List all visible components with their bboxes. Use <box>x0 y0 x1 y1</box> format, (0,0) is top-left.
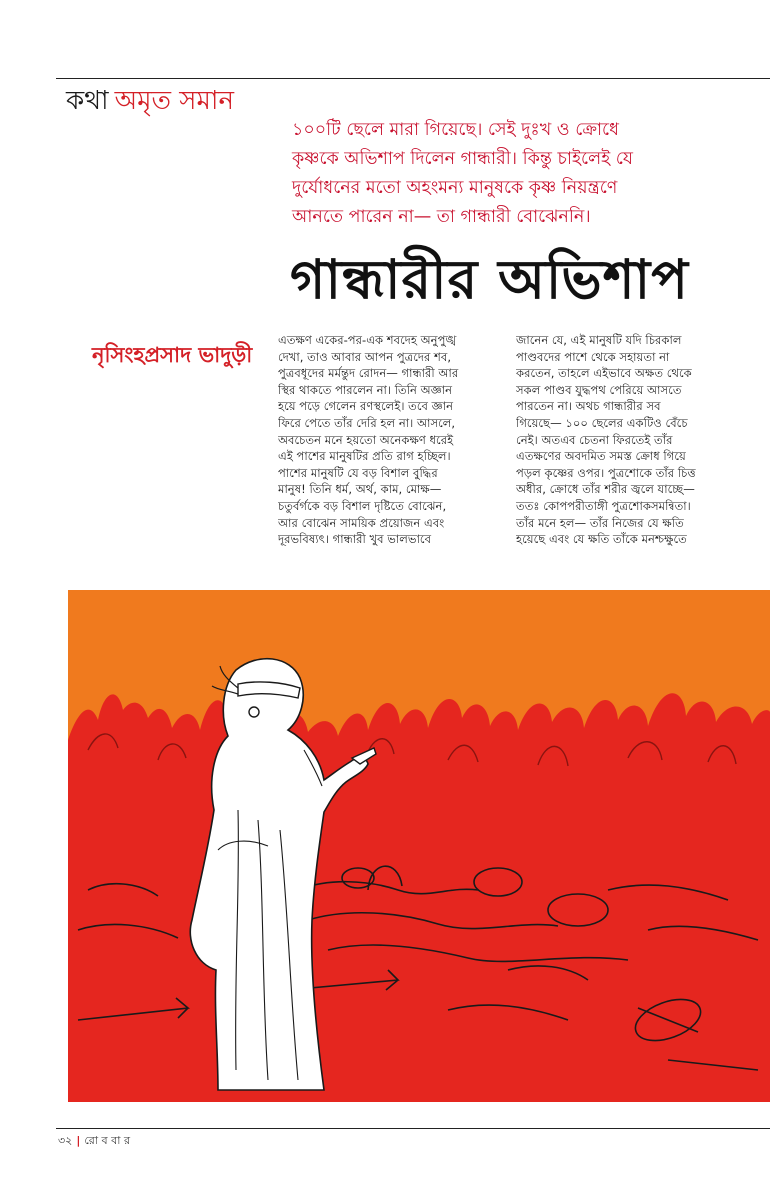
body-line: সকল পাণ্ডব যুদ্ধপথ পেরিয়ে আসতে <box>516 382 682 397</box>
section-label-dark: কথা <box>66 86 109 116</box>
body-line: জানেন যে, এই মানুষটি যদি চিরকাল <box>516 333 682 347</box>
standfirst-line: কৃষ্ণকে অভিশাপ দিলেন গান্ধারী। কিন্তু চাইলেই যে <box>292 149 633 169</box>
body-line: পারতেন না। অথচ গান্ধারীর সব <box>516 399 661 414</box>
fire-flames <box>68 693 770 1102</box>
body-column-1 <box>278 332 500 548</box>
top-rule <box>56 78 770 79</box>
body-line: মানুষ! তিনি ধর্ম, অর্থ, কাম, মোক্ষ— <box>278 482 442 497</box>
body-line: হয়েছে এবং যে ক্ষতি তাঁকে মনশ্চক্ষুতে <box>516 532 687 547</box>
body-line: ততঃ কোপপরীতাঙ্গী পুত্রশোকসমন্বিতা। <box>516 498 691 513</box>
standfirst-line: ১০০টি ছেলে মারা গিয়েছে। সেই দুঃখ ও ক্রোধে <box>292 120 619 140</box>
body-line: নেই। অতএব চেতনা ফিরতেই তাঁর <box>516 432 673 447</box>
body-line: তাঁর মনে হল— তাঁর নিজের যে ক্ষতি <box>516 515 684 530</box>
standfirst <box>292 116 692 232</box>
body-line: স্থির থাকতে পারলেন না। তিনি অজ্ঞান <box>278 382 453 397</box>
section-heading <box>66 84 234 118</box>
author-byline: নৃসিংহপ্রসাদ ভাদুড়ী <box>92 343 253 367</box>
body-line: গিয়েছে— ১০০ ছেলের একটিও বেঁচে <box>516 415 688 430</box>
standfirst-line: আনতে পারেন না— তা গান্ধারী বোঝেননি। <box>292 207 591 227</box>
folio-separator: | <box>76 1134 81 1147</box>
body-line: এতক্ষণের অবদমিত সমস্ত ক্রোধ গিয়ে <box>516 449 686 464</box>
body-line: দূরভবিষ্যৎ। গান্ধারী খুব ভালভাবে <box>278 532 432 547</box>
body-line: অবচেতন মনে হয়তো অনেকক্ষণ ধরেই <box>278 432 454 447</box>
body-line: আর বোঝেন সাময়িক প্রয়োজন এবং <box>278 515 445 530</box>
bottom-rule <box>56 1128 770 1129</box>
page-number: ৩২ <box>58 1134 73 1147</box>
body-line: পুত্রবধূদের মর্মন্তুদ রোদন— গান্ধারী আর <box>278 366 459 381</box>
standfirst-line: দুর্যোধনের মতো অহংমন্য মানুষকে কৃষ্ণ নিয়ন্ত্রণে <box>292 178 618 198</box>
body-line: দেখা, তাও আবার আপন পুত্রদের শব, <box>278 349 452 364</box>
article-title: গান্ধারীর অভিশাপ <box>290 248 689 311</box>
body-line: পাশের মানুষটি যে বড় বিশাল বুদ্ধির <box>278 465 438 480</box>
body-line: পড়ল কৃষ্ণের ওপর। পুত্রশোকে তাঁর চিত্ত <box>516 465 696 480</box>
section-label-red: অমৃত সমান <box>114 86 234 116</box>
body-line: এতক্ষণ একের-পর-এক শবদেহ অনুপুঙ্খ <box>278 333 457 347</box>
page-footer <box>58 1133 130 1149</box>
body-line: অধীর, ক্রোধে তাঁর শরীর জ্বলে যাচ্ছে— <box>516 482 695 497</box>
magazine-name: রো ব বা র <box>84 1134 131 1147</box>
body-line: এই পাশের মানুষটির প্রতি রাগ হচ্ছিল। <box>278 449 451 464</box>
body-line: হয়ে পড়ে গেলেন রণস্থলেই। তবে জ্ঞান <box>278 399 454 414</box>
body-column-2 <box>516 332 738 548</box>
body-line: পাণ্ডবদের পাশে থেকে সহায়তা না <box>516 349 670 364</box>
body-line: চতুর্বর্গকে বড় বিশাল দৃষ্টিতে বোঝেন, <box>278 498 447 513</box>
body-line: করতেন, তাহলে এইভাবে অক্ষত থেকে <box>516 366 692 381</box>
illustration-gandhari-battlefield <box>68 590 770 1102</box>
body-line: ফিরে পেতে তাঁর দেরি হল না। আসলে, <box>278 415 456 430</box>
